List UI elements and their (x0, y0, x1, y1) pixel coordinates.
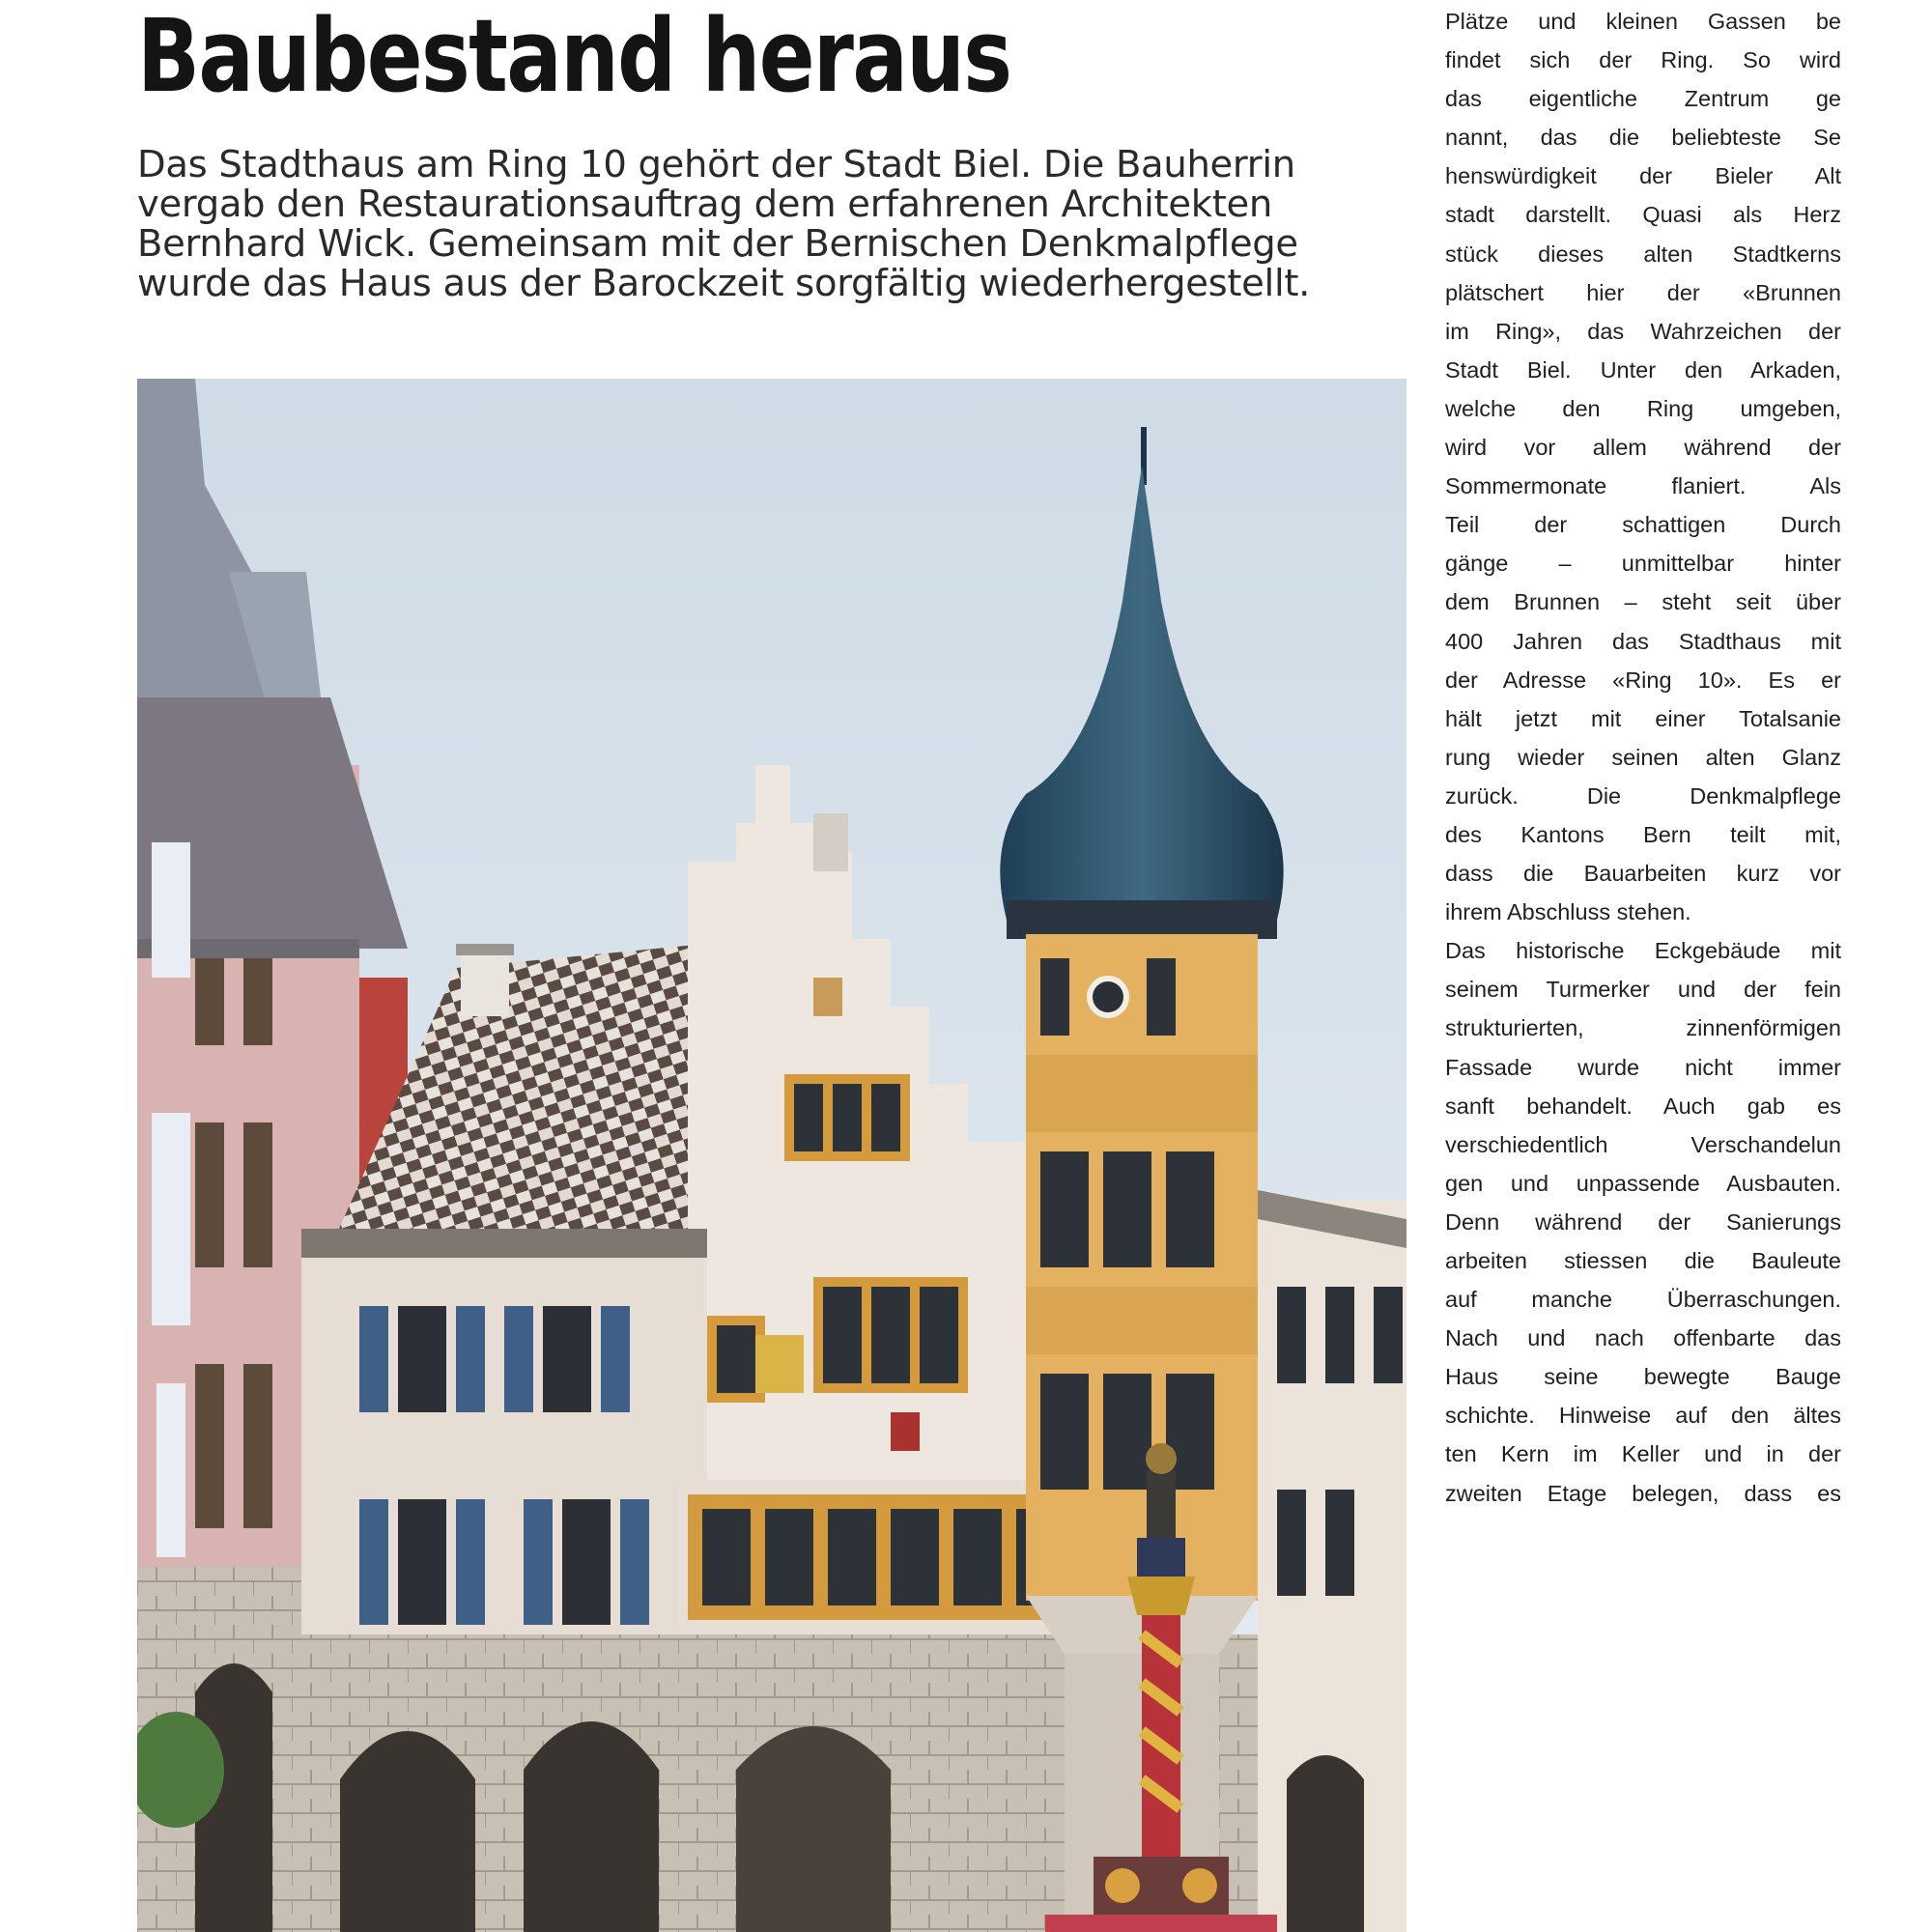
body-line: welche den Ring umgeben, (1445, 395, 1841, 421)
body-line: Fassade wurde nicht immer (1445, 1054, 1841, 1080)
body-line: Teil der schattigen Durch (1445, 512, 1841, 538)
body-line: dem Brunnen – steht seit über (1445, 589, 1841, 615)
body-line: Plätze und kleinen Gassen be (1445, 9, 1841, 34)
body-line: ten Kern im Keller und in der (1445, 1441, 1841, 1467)
body-line: ihrem Abschluss stehen. (1445, 899, 1691, 925)
lead-line: Das Stadthaus am Ring 10 gehört der Stadt Biel. Die Bauherrin (137, 143, 1295, 186)
body-line: hält jetzt mit einer Totalsanie (1445, 705, 1841, 731)
body-line: des Kantons Bern teilt mit, (1445, 821, 1841, 847)
body-line: sanft behandelt. Auch gab es (1445, 1093, 1841, 1119)
body-line: strukturierten, zinnenförmigen (1445, 1015, 1841, 1041)
body-line: 400 Jahren das Stadthaus mit (1445, 628, 1841, 654)
lead-line: Bernhard Wick. Gemeinsam mit der Bernischen Denkmalpflege (137, 222, 1298, 266)
body-line: seinem Turmerker und der fein (1445, 977, 1841, 1003)
headline: Baubestand heraus (137, 0, 1011, 115)
body-line: Denn während der Sanierungs (1445, 1208, 1841, 1235)
body-line: stadt darstellt. Quasi als Herz (1445, 202, 1841, 228)
body-line: das eigentliche Zentrum ge (1445, 86, 1841, 112)
body-line: henswürdigkeit der Bieler Alt (1445, 163, 1841, 189)
body-line: rung wieder seinen alten Glanz (1445, 744, 1841, 770)
body-line: Das historische Eckgebäude mit (1445, 938, 1841, 964)
body-line: plätschert hier der «Brunnen (1445, 279, 1841, 305)
lead-paragraph (137, 145, 1383, 303)
body-line: findet sich der Ring. So wird (1445, 47, 1841, 73)
body-line: Stadt Biel. Unter den Arkaden, (1445, 356, 1841, 383)
lead-line: vergab den Restaurationsauftrag dem erfahrenen Architekten (137, 183, 1273, 226)
body-line: auf manche Überraschungen. (1445, 1287, 1841, 1313)
body-line: Sommermonate flaniert. Als (1445, 473, 1841, 499)
body-line: der Adresse «Ring 10». Es er (1445, 667, 1841, 693)
lead-line: wurde das Haus aus der Barockzeit sorgfältig wiederhergestellt. (137, 262, 1311, 305)
body-line: gen und unpassende Ausbauten. (1445, 1170, 1841, 1196)
right-building (1258, 1190, 1406, 1932)
body-line: zurück. Die Denkmalpflege (1445, 782, 1841, 809)
body-line: schichte. Hinweise auf den ältes (1445, 1403, 1841, 1429)
body-line: Nach und nach offenbarte das (1445, 1325, 1841, 1351)
stadthaus-photo (137, 379, 1406, 1932)
body-line: gänge – unmittelbar hinter (1445, 551, 1841, 577)
body-line: Haus seine bewegte Bauge (1445, 1364, 1841, 1390)
body-line: im Ring», das Wahrzeichen der (1445, 318, 1841, 344)
body-line: verschiedentlich Verschandelun (1445, 1131, 1841, 1157)
body-line: arbeiten stiessen die Bauleute (1445, 1248, 1841, 1273)
body-line: stück dieses alten Stadtkerns (1445, 241, 1841, 267)
body-column (1445, 2, 1841, 1513)
body-line: wird vor allem während der (1445, 435, 1841, 461)
body-line: nannt, das die beliebteste Se (1445, 125, 1841, 151)
body-line: dass die Bauarbeiten kurz vor (1445, 861, 1841, 887)
body-line: zweiten Etage belegen, dass es (1445, 1480, 1841, 1506)
